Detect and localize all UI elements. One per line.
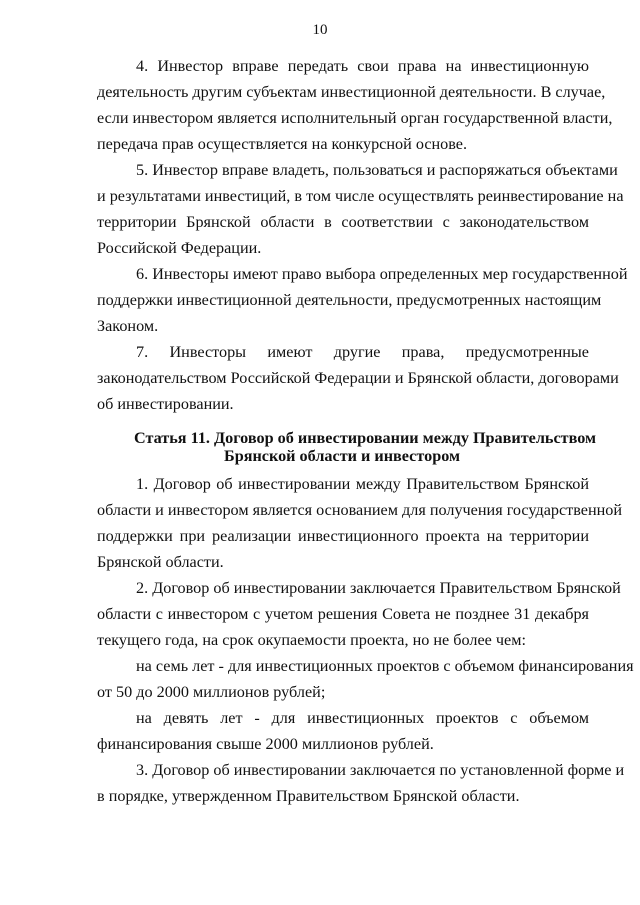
article-paragraph-1-line-4: Брянской области. xyxy=(97,553,224,571)
paragraph-7-line-1: 7. Инвесторы имеют другие права, предусмотренные xyxy=(136,343,589,361)
paragraph-6-line-1: 6. Инвесторы имеют право выбора определенных мер государственной xyxy=(136,265,628,283)
article-paragraph-1-line-2: области и инвестором является основанием для получения государственной xyxy=(97,501,623,519)
term-seven-years-line-2: от 50 до 2000 миллионов рублей; xyxy=(97,683,326,701)
term-nine-years-line-2: финансирования свыше 2000 миллионов рублей. xyxy=(97,735,434,753)
paragraph-7-line-3: об инвестировании. xyxy=(97,395,234,413)
article-paragraph-3-line-2: в порядке, утвержденном Правительством Брянской области. xyxy=(97,787,520,805)
article-paragraph-2-line-3: текущего года, на срок окупаемости проекта, но не более чем: xyxy=(97,631,526,649)
paragraph-7-line-2: законодательством Российской Федерации и Брянской области, договорами xyxy=(97,369,619,387)
term-seven-years-line-1: на семь лет - для инвестиционных проектов с объемом финансирования xyxy=(136,657,634,675)
article-title-line-1: Статья 11. Договор об инвестировании между Правительством xyxy=(134,429,597,447)
page-number: 10 xyxy=(312,22,328,38)
term-nine-years-line-1: на девять лет - для инвестиционных проектов с объемом xyxy=(136,709,589,727)
paragraph-5-line-1: 5. Инвестор вправе владеть, пользоваться и распоряжаться объектами xyxy=(136,161,618,179)
article-paragraph-3-line-1: 3. Договор об инвестировании заключается по установленной форме и xyxy=(136,761,625,779)
article-paragraph-2-line-1: 2. Договор об инвестировании заключается Правительством Брянской xyxy=(136,579,621,597)
paragraph-5-line-3: территории Брянской области в соответствии с законодательством xyxy=(97,213,589,231)
paragraph-4-line-2: деятельность другим субъектам инвестиционной деятельности. В случае, xyxy=(97,83,606,101)
article-paragraph-1-line-3: поддержки при реализации инвестиционного проекта на территории xyxy=(97,527,589,545)
article-paragraph-2-line-2: области с инвестором с учетом решения Совета не позднее 31 декабря xyxy=(97,605,589,623)
paragraph-5-line-2: и результатами инвестиций, в том числе осуществлять реинвестирование на xyxy=(97,187,624,205)
paragraph-6-line-2: поддержки инвестиционной деятельности, предусмотренных настоящим xyxy=(97,291,602,309)
paragraph-6-line-3: Законом. xyxy=(97,317,159,335)
paragraph-4-line-4: передача прав осуществляется на конкурсной основе. xyxy=(97,135,468,153)
paragraph-4-line-1: 4. Инвестор вправе передать свои права на инвестиционную xyxy=(136,57,589,75)
article-paragraph-1-line-1: 1. Договор об инвестировании между Правительством Брянской xyxy=(136,475,589,493)
paragraph-4-line-3: если инвестором является исполнительный орган государственной власти, xyxy=(97,109,613,127)
article-title-line-2: Брянской области и инвестором xyxy=(224,447,461,465)
paragraph-5-line-4: Российской Федерации. xyxy=(97,239,262,257)
